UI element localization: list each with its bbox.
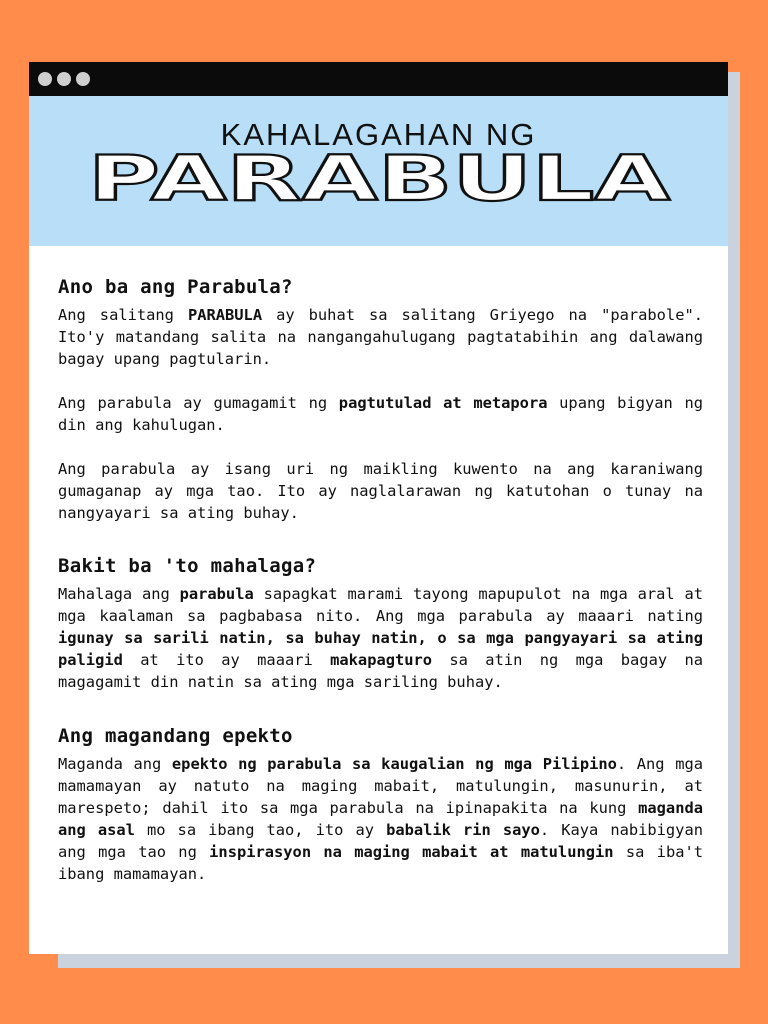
section-paragraph: Ang parabula ay gumagamit ng pagtutulad at metapora upang bigyan ng din ang kahulugan. <box>58 394 703 434</box>
section-paragraph: Mahalaga ang parabula sapagkat marami tayong mapupulot na mga aral at mga kaalaman sa pagbabasa nito. Ang mga parabula ay maaari nating igunay sa sarili natin, sa buhay natin, o sa mga pangyayari sa ating paligid at ito ay maaari makapagturo sa atin ng mga bagay na magagamit din natin sa ating mga sariling buhay. <box>58 585 703 691</box>
emphasis-text: pagtutulad at metapora <box>338 394 548 412</box>
section-good-effect <box>58 725 703 885</box>
header-kicker: KAHALAGAHAN NG <box>220 117 537 152</box>
section-what-is-parable <box>58 276 703 524</box>
article-content <box>29 246 728 885</box>
emphasis-text: inspirasyon na maging mabait at matulungin <box>209 843 614 861</box>
section-heading: Ano ba ang Parabula? <box>58 276 293 298</box>
card-window <box>29 62 728 954</box>
emphasis-text: igunay sa sarili natin, sa buhay natin, o sa mga pangyayari sa ating paligid <box>58 629 703 669</box>
emphasis-text: parabula <box>179 585 254 603</box>
emphasis-text: makapagturo <box>330 651 433 669</box>
emphasis-text: epekto ng parabula sa kaugalian ng mga Pilipino <box>171 755 617 773</box>
emphasis-text: babalik rin sayo <box>386 821 540 839</box>
section-heading: Ang magandang epekto <box>58 725 293 747</box>
section-why-important <box>58 555 703 693</box>
window-dot-icon <box>76 72 90 86</box>
header-title-text: PARABULA <box>87 148 670 208</box>
window-dot-icon <box>57 72 71 86</box>
emphasis-text: PARABULA <box>187 306 263 324</box>
section-paragraph: Ang parabula ay isang uri ng maikling kuwento na ang karaniwang gumaganap ay mga tao. Ito ay naglalarawan ng katutohan o tunay na nangyayari sa ating buhay. <box>58 460 703 522</box>
header-banner <box>29 96 728 246</box>
window-titlebar <box>29 62 728 96</box>
section-paragraph: Maganda ang epekto ng parabula sa kaugalian ng mga Pilipino. Ang mga mamamayan ay natuto na maging mabait, matulungin, masunurin, at marespeto; dahil ito sa mga parabula na ipinapakita na kung maganda ang asal mo sa ibang tao, ito ay babalik rin sayo. Kaya nabibigyan ang mga tao ng inspirasyon na maging mabait at matulungin sa iba't ibang mamamayan. <box>58 755 704 883</box>
window-dot-icon <box>38 72 52 86</box>
header-title <box>29 148 728 208</box>
emphasis-text: maganda ang asal <box>58 799 703 839</box>
section-paragraph: Ang salitang PARABULA ay buhat sa salitang Griyego na "parabole". Ito'y matandang salita na nangangahulugang pagtatabihin ang dalawang bagay upang pagtularin. <box>58 306 703 368</box>
section-heading: Bakit ba 'to mahalaga? <box>58 555 317 577</box>
